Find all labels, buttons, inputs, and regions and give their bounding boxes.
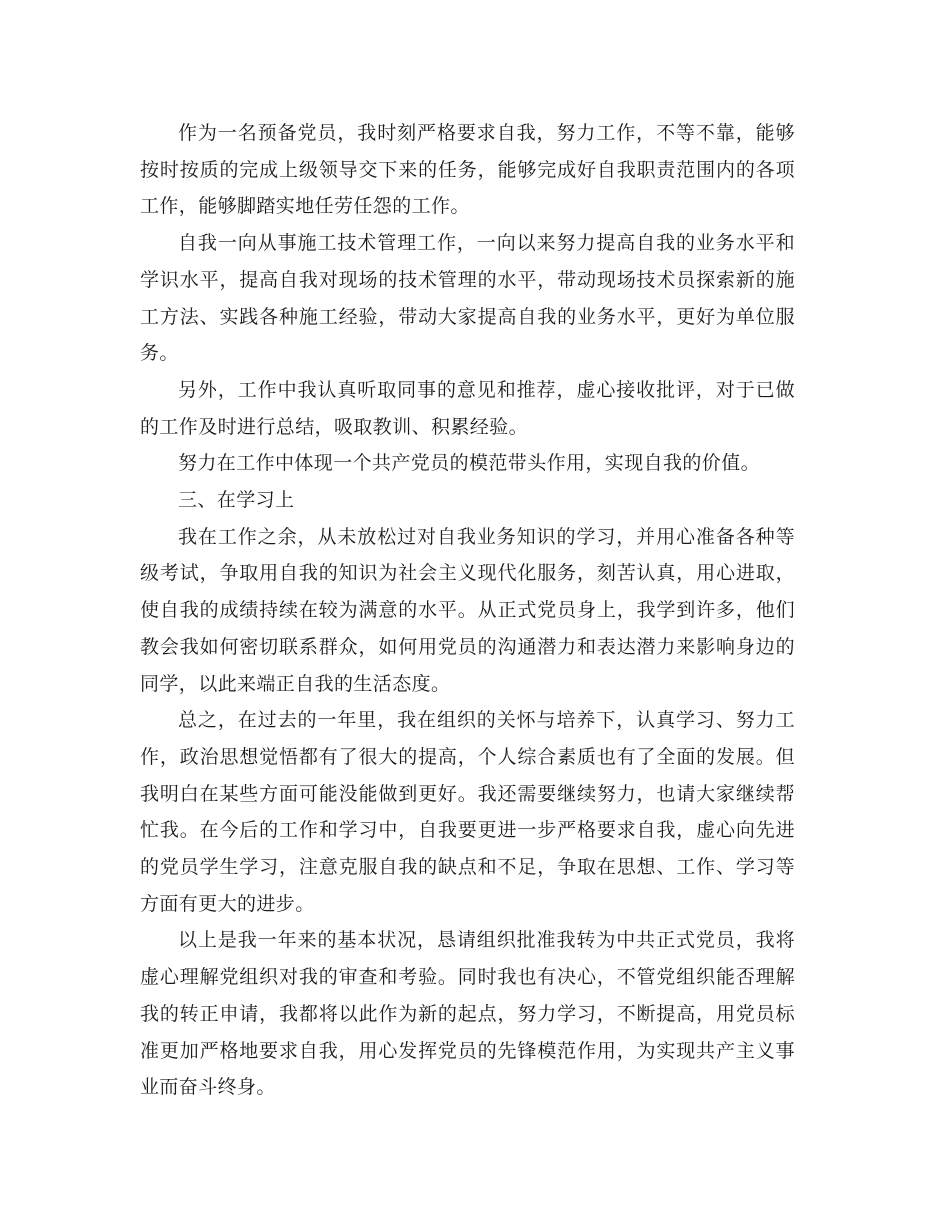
paragraph-2: 自我一向从事施工技术管理工作，一向以来努力提高自我的业务水平和学识水平，提高自我对现场的技术管理的水平，带动现场技术员探索新的施工方法、实践各种施工经验，带动大家提高自我的业务水平，更好为单位服务。 (140, 232, 795, 365)
paragraph-1: 作为一名预备党员，我时刻严格要求自我，努力工作，不等不靠，能够按时按质的完成上级领导交下来的任务，能够完成好自我职责范围内的各项工作，能够脚踏实地任劳任怨的工作。 (140, 122, 795, 218)
paragraph-7: 以上是我一年来的基本状况，恳请组织批准我转为中共正式党员，我将虚心理解党组织对我的审查和考验。同时我也有决心，不管党组织能否理解我的转正申请，我都将以此作为新的起点，努力学习，不断提高，用党员标准更加严格地要求自我，用心发挥党员的先锋模范作用，为实现共产主义事业而奋斗终身。 (140, 929, 795, 1099)
paragraph-5: 我在工作之余，从未放松过对自我业务知识的学习，并用心准备各种等级考试，争取用自我的知识为社会主义现代化服务，刻苦认真，用心进取，使自我的成绩持续在较为满意的水平。从正式党员身上，我学到许多，他们教会我如何密切联系群众，如何用党员的沟通潜力和表达潜力来影响身边的同学，以此来端正自我的生活态度。 (140, 525, 795, 695)
section-heading-study: 三、在学习上 (178, 489, 295, 512)
paragraph-3: 另外，工作中我认真听取同事的意见和推荐，虚心接收批评，对于已做的工作及时进行总结，吸取教训、积累经验。 (140, 378, 795, 438)
document-body (140, 115, 795, 1106)
paragraph-4: 努力在工作中体现一个共产党员的模范带头作用，实现自我的价值。 (178, 452, 761, 475)
paragraph-6: 总之，在过去的一年里，我在组织的关怀与培养下，认真学习、努力工作，政治思想觉悟都有了很大的提高，个人综合素质也有了全面的发展。但我明白在某些方面可能没能做到更好。我还需要继续努力，也请大家继续帮忙我。在今后的工作和学习中，自我要更进一步严格要求自我，虚心向先进的党员学生学习，注意克服自我的缺点和不足，争取在思想、工作、学习等方面有更大的进步。 (140, 709, 795, 915)
